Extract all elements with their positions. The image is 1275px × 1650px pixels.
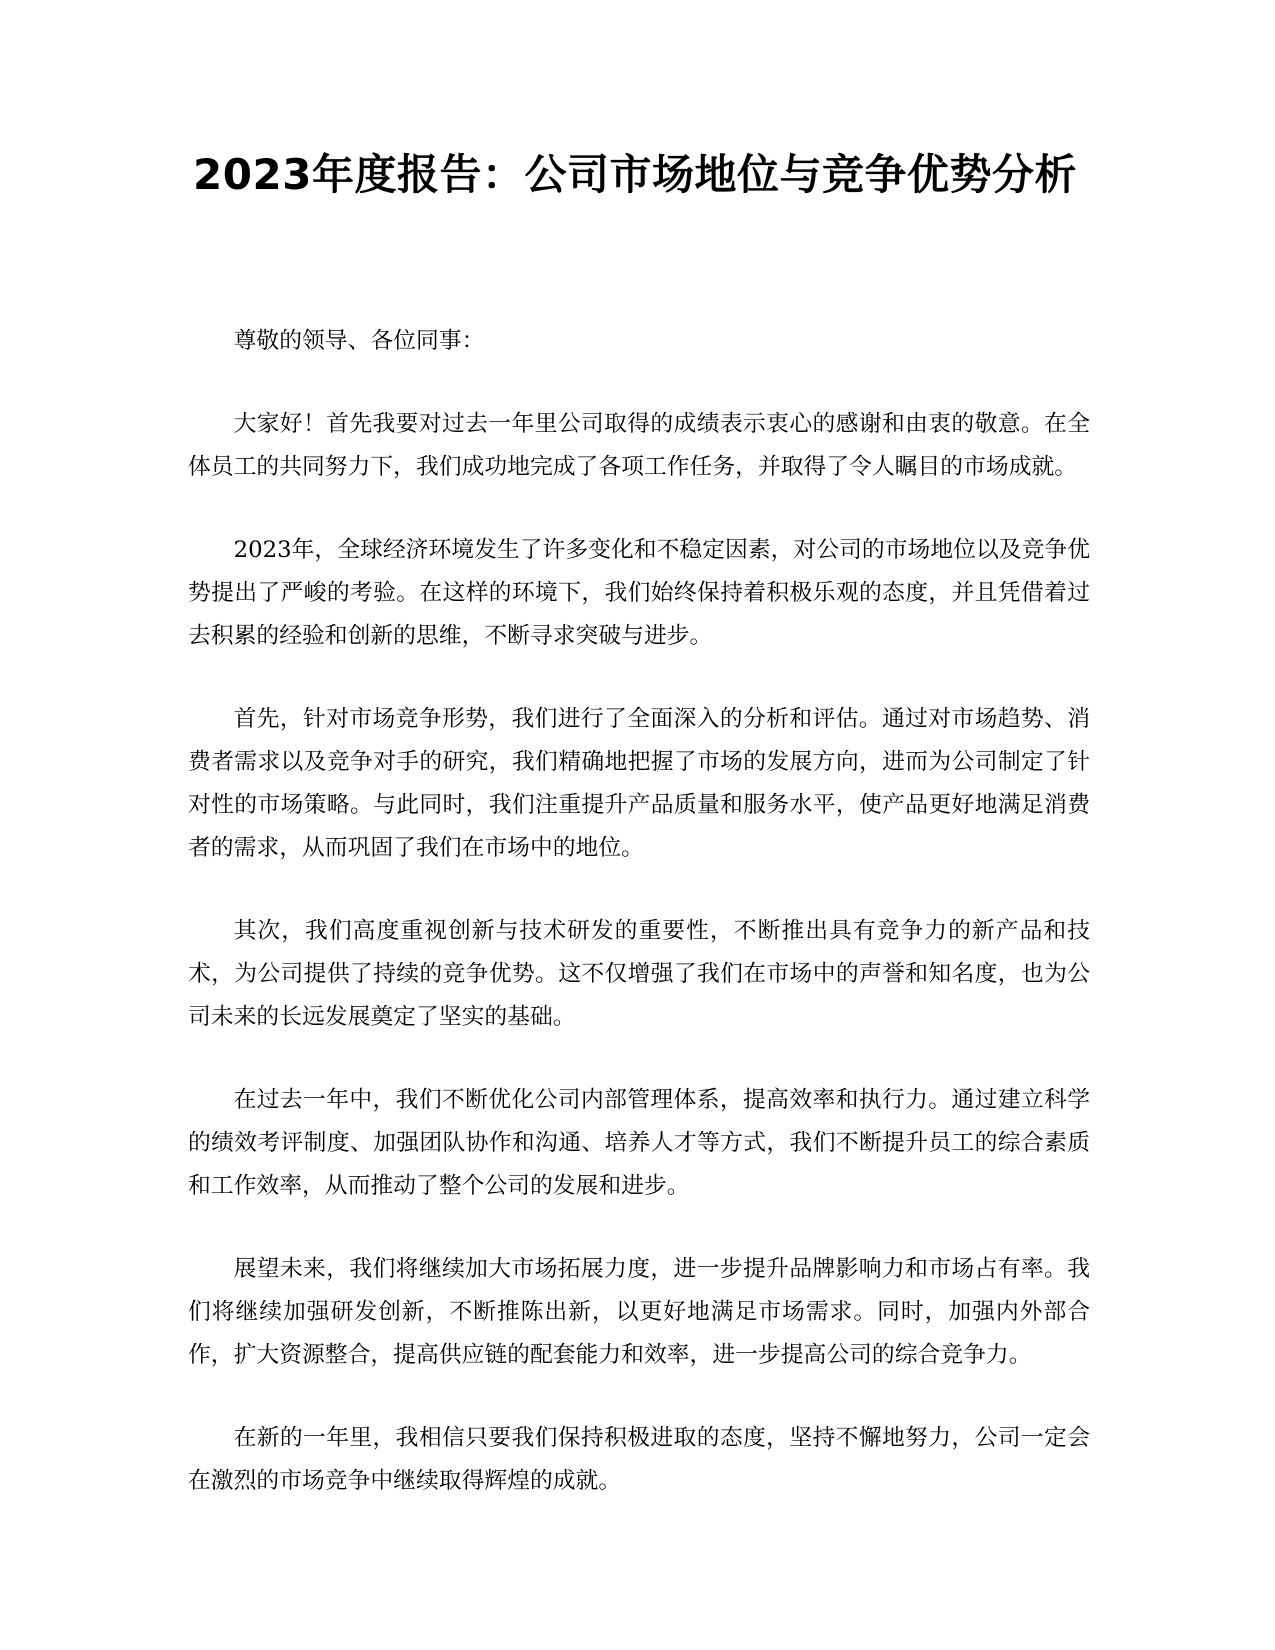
paragraph: 其次，我们高度重视创新与技术研发的重要性，不断推出具有竞争力的新产品和技术，为公司提供了持续的竞争优势。这不仅增强了我们在市场中的声誉和知名度，也为公司未来的长远发展奠定了坚实的基础。	[188, 918, 1090, 1030]
paragraph-closing: 在新的一年里，我相信只要我们保持积极进取的态度，坚持不懈地努力，公司一定会在激烈的市场竞争中继续取得辉煌的成就。	[188, 1425, 1090, 1494]
document-body	[188, 320, 1090, 1543]
paragraph: 2023年，全球经济环境发生了许多变化和不稳定因素，对公司的市场地位以及竞争优势提出了严峻的考验。在这样的环境下，我们始终保持着积极乐观的态度，并且凭借着过去积累的经验和创新的思维，不断寻求突破与进步。	[188, 537, 1090, 649]
paragraph: 大家好！首先我要对过去一年里公司取得的成绩表示衷心的感谢和由衷的敬意。在全体员工的共同努力下，我们成功地完成了各项工作任务，并取得了令人瞩目的市场成就。	[188, 411, 1090, 480]
paragraph: 展望未来，我们将继续加大市场拓展力度，进一步提升品牌影响力和市场占有率。我们将继续加强研发创新，不断推陈出新，以更好地满足市场需求。同时，加强内外部合作，扩大资源整合，提高供应链的配套能力和效率，进一步提高公司的综合竞争力。	[188, 1256, 1090, 1368]
paragraph: 首先，针对市场竞争形势，我们进行了全面深入的分析和评估。通过对市场趋势、消费者需求以及竞争对手的研究，我们精确地把握了市场的发展方向，进而为公司制定了针对性的市场策略。与此同时，我们注重提升产品质量和服务水平，使产品更好地满足消费者的需求，从而巩固了我们在市场中的地位。	[188, 706, 1090, 861]
paragraph: 在过去一年中，我们不断优化公司内部管理体系，提高效率和执行力。通过建立科学的绩效考评制度、加强团队协作和沟通、培养人才等方式，我们不断提升员工的综合素质和工作效率，从而推动了整个公司的发展和进步。	[188, 1087, 1090, 1199]
paragraph-salutation: 尊敬的领导、各位同事：	[233, 328, 485, 354]
document-title: 2023年度报告：公司市场地位与竞争优势分析	[193, 150, 1077, 199]
